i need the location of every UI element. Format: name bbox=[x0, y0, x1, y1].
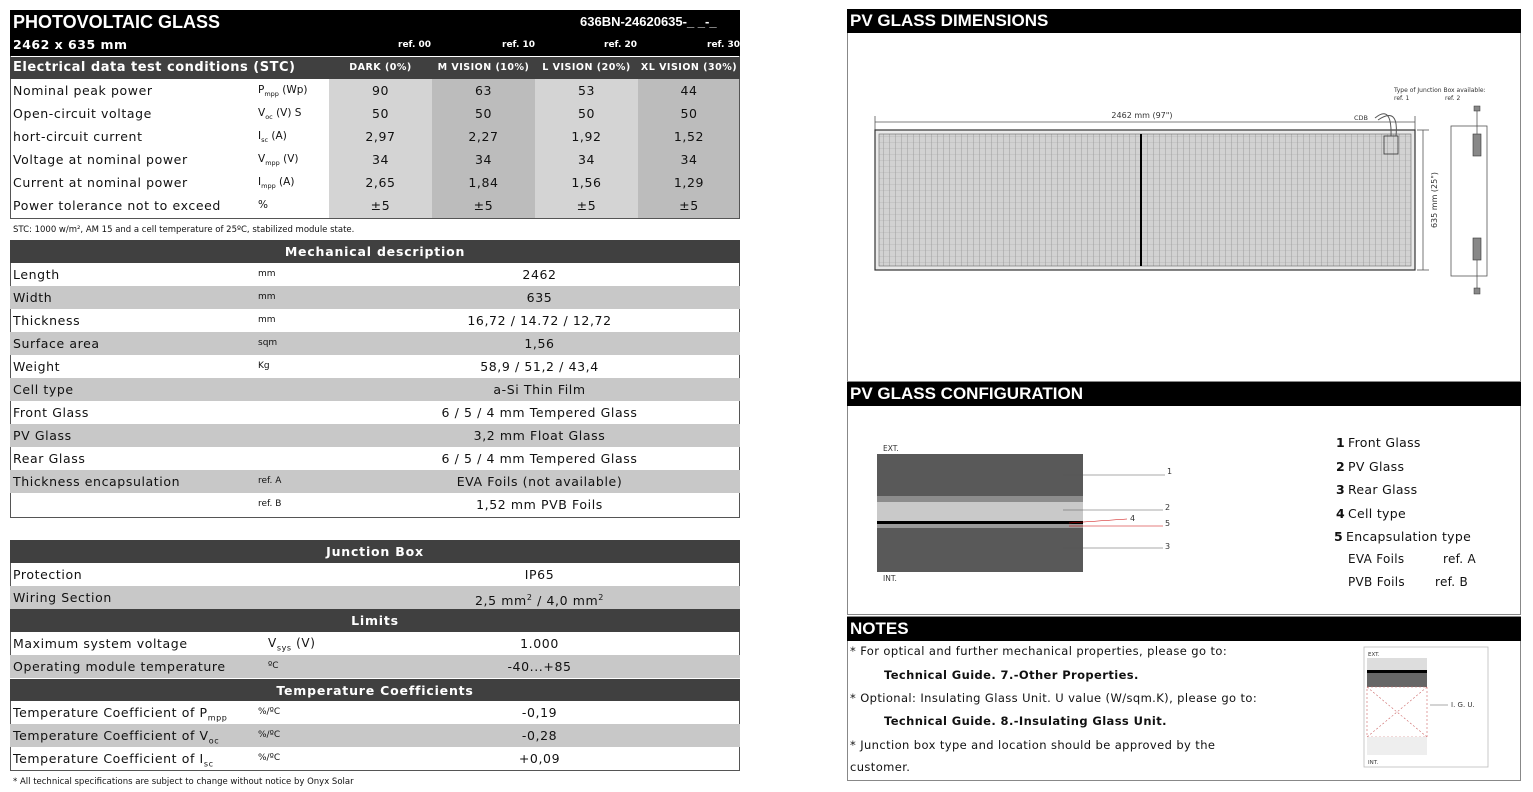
mechanical-row-label: Cell type bbox=[13, 382, 74, 397]
callout-5: 5 bbox=[1165, 519, 1171, 528]
side-jbox-1 bbox=[1473, 134, 1481, 156]
tempcoef-row-unit: %/ºC bbox=[258, 707, 281, 717]
electrical-row-unit bbox=[258, 194, 268, 217]
vsys-value: 1.000 bbox=[520, 636, 559, 651]
mechanical-row-label: Length bbox=[13, 267, 60, 282]
wiring-a-sup: 2 bbox=[526, 593, 533, 602]
legend-4-num: 4 bbox=[1336, 506, 1345, 521]
electrical-cell: 1,92 bbox=[571, 129, 602, 144]
legend-1-text: Front Glass bbox=[1348, 435, 1421, 450]
vsys-unit bbox=[268, 632, 315, 655]
igu-cross-1 bbox=[1367, 687, 1427, 737]
side-jbox-2 bbox=[1473, 238, 1481, 260]
temp-value: -40...+85 bbox=[507, 659, 572, 674]
legend-1 bbox=[1336, 435, 1421, 450]
mechanical-row bbox=[10, 470, 740, 493]
electrical-cell: 63 bbox=[474, 83, 493, 98]
mechanical-row bbox=[10, 401, 740, 424]
tempcoef-row-value: -0,28 bbox=[521, 728, 558, 743]
igu-inner-glass bbox=[1367, 737, 1427, 755]
electrical-row-sub: mpp bbox=[265, 159, 280, 168]
mechanical-row bbox=[10, 424, 740, 447]
dimensions-title: PV GLASS DIMENSIONS bbox=[847, 9, 1521, 33]
tempcoef-row-unit: %/ºC bbox=[258, 753, 281, 763]
mechanical-row-value: 6 / 5 / 4 mm Tempered Glass bbox=[441, 451, 638, 466]
mechanical-row bbox=[10, 332, 740, 355]
mechanical-row-value: EVA Foils (not available) bbox=[456, 474, 623, 489]
protection-row bbox=[10, 563, 740, 586]
electrical-row-sub: mpp bbox=[261, 182, 276, 191]
mechanical-row bbox=[10, 378, 740, 401]
tempcoef-title: Temperature Coefficients bbox=[10, 678, 740, 701]
foil-pvb-name: PVB Foils bbox=[1348, 575, 1405, 589]
electrical-row-label: Voltage at nominal power bbox=[13, 152, 188, 167]
electrical-row-sub: mpp bbox=[264, 90, 279, 99]
callout-2: 2 bbox=[1165, 503, 1171, 512]
stc-note: STC: 1000 w/m², AM 15 and a cell temperature of 25ºC, stabilized module state. bbox=[13, 225, 355, 235]
electrical-row-sym: % bbox=[258, 199, 268, 211]
electrical-row bbox=[10, 102, 740, 125]
igu-cross-2 bbox=[1367, 687, 1427, 737]
vsys-unit-text: (V) bbox=[291, 636, 316, 650]
side-connector-top bbox=[1474, 106, 1480, 111]
mechanical-row bbox=[10, 286, 740, 309]
electrical-row-sym: I bbox=[258, 176, 262, 188]
electrical-row-unit-text: (V) bbox=[279, 153, 299, 165]
vsys-sub: sys bbox=[276, 643, 292, 653]
tempcoef-label-text: Temperature Coefficient of V bbox=[13, 728, 209, 743]
wiring-a: 2,5 mm bbox=[475, 593, 527, 609]
tempcoef-label-text: Temperature Coefficient of P bbox=[13, 705, 208, 720]
tempcoef-row-label bbox=[13, 747, 214, 770]
igu-cavity bbox=[1367, 687, 1427, 737]
notes-title: NOTES bbox=[847, 617, 1521, 641]
side-connector bbox=[1474, 288, 1480, 294]
layer-encap-top bbox=[877, 496, 1083, 502]
mechanical-row-label: Surface area bbox=[13, 336, 100, 351]
ref-00: ref. 00 bbox=[398, 40, 432, 50]
electrical-row bbox=[10, 148, 740, 171]
electrical-row-label: Nominal peak power bbox=[13, 83, 153, 98]
width-dim-label: 2462 mm (97") bbox=[1111, 111, 1173, 120]
electrical-cell: 50 bbox=[474, 106, 493, 121]
electrical-title: Electrical data test conditions (STC) bbox=[13, 60, 296, 75]
vsys-row bbox=[10, 632, 740, 655]
module-cells bbox=[879, 134, 1411, 266]
callout-3: 3 bbox=[1165, 542, 1171, 551]
callout-1: 1 bbox=[1167, 467, 1173, 476]
mechanical-row-label: Front Glass bbox=[13, 405, 90, 420]
mechanical-row-unit: ref. B bbox=[258, 499, 282, 509]
wiring-row bbox=[10, 586, 740, 609]
electrical-row-label: Power tolerance not to exceed bbox=[13, 198, 221, 213]
vsys-label: Maximum system voltage bbox=[13, 636, 188, 651]
dimensions-drawing bbox=[847, 34, 1521, 380]
legend-5-num: 5 bbox=[1334, 529, 1343, 544]
foil-eva-ref: ref. A bbox=[1443, 552, 1477, 566]
tempcoef-label-sub: oc bbox=[208, 736, 220, 746]
temp-unit: ºC bbox=[268, 661, 279, 671]
legend-4 bbox=[1336, 506, 1406, 521]
layer-front-glass bbox=[877, 454, 1083, 496]
temp-label: Operating module temperature bbox=[13, 659, 226, 674]
tempcoef-row bbox=[10, 701, 740, 724]
electrical-row bbox=[10, 79, 740, 102]
electrical-row-sym: P bbox=[258, 84, 265, 96]
electrical-cell: 34 bbox=[680, 152, 698, 167]
mechanical-row-value: 16,72 / 14.72 / 12,72 bbox=[467, 313, 612, 328]
igu-front bbox=[1367, 658, 1427, 670]
electrical-cell: 53 bbox=[577, 83, 596, 98]
col-xl-vision: XL VISION (30%) bbox=[640, 62, 738, 73]
electrical-cell: 34 bbox=[577, 152, 596, 167]
electrical-row-sym: V bbox=[258, 153, 266, 165]
note-line-5: * Junction box type and location should be approved by the bbox=[850, 738, 1216, 752]
layer-pv-glass bbox=[877, 502, 1083, 522]
electrical-cell: 1,56 bbox=[571, 175, 602, 190]
electrical-row-unit bbox=[258, 79, 308, 102]
tempcoef-row bbox=[10, 747, 740, 770]
note-line-3: * Optional: Insulating Glass Unit. U value (W/sqm.K), please go to: bbox=[850, 691, 1258, 705]
tempcoef-row-label bbox=[13, 724, 219, 747]
mechanical-row-value: 3,2 mm Float Glass bbox=[473, 428, 606, 443]
mechanical-row-unit: mm bbox=[258, 292, 276, 302]
electrical-cell: 44 bbox=[680, 83, 698, 98]
junction-title: Junction Box bbox=[10, 540, 740, 563]
mechanical-row-label: Thickness bbox=[13, 313, 81, 328]
jbox-note: Type of Junction Box available: bbox=[1394, 87, 1486, 94]
protection-label: Protection bbox=[13, 567, 83, 582]
electrical-row bbox=[10, 125, 740, 148]
config-int: INT. bbox=[883, 574, 897, 583]
mechanical-row-label: Rear Glass bbox=[13, 451, 86, 466]
electrical-row-unit-text: (V) S bbox=[272, 107, 302, 119]
mechanical-row-value: 6 / 5 / 4 mm Tempered Glass bbox=[441, 405, 638, 420]
electrical-row-unit bbox=[258, 171, 294, 194]
electrical-cell: 90 bbox=[371, 83, 390, 98]
electrical-cell: ±5 bbox=[679, 198, 699, 213]
jbox-ref2: ref. 2 bbox=[1445, 95, 1461, 102]
mechanical-row-label: PV Glass bbox=[13, 428, 72, 443]
tempcoef-label-sub: mpp bbox=[207, 713, 228, 723]
legend-3 bbox=[1336, 482, 1417, 497]
electrical-row-label: Current at nominal power bbox=[13, 175, 188, 190]
mechanical-title: Mechanical description bbox=[10, 240, 740, 263]
jbox-ref1: ref. 1 bbox=[1394, 95, 1410, 102]
tempcoef-row-value: +0,09 bbox=[518, 751, 561, 766]
electrical-cell: 1,84 bbox=[468, 175, 499, 190]
temp-row bbox=[10, 655, 740, 678]
mechanical-row-value: 1,52 mm PVB Foils bbox=[476, 497, 603, 512]
wiring-b-sup: 2 bbox=[598, 593, 604, 602]
tempcoef-row-label bbox=[13, 701, 227, 724]
foil-pvb bbox=[1348, 575, 1405, 589]
electrical-row-unit-text: (A) bbox=[268, 130, 287, 142]
electrical-row-label: Open-circuit voltage bbox=[13, 106, 152, 121]
electrical-row-unit bbox=[258, 102, 301, 125]
foil-eva bbox=[1348, 552, 1404, 566]
electrical-row-unit bbox=[258, 148, 299, 171]
electrical-row-unit-text: (A) bbox=[275, 176, 295, 188]
layer-encap bbox=[877, 524, 1083, 528]
product-title: PHOTOVOLTAIC GLASS bbox=[13, 12, 221, 32]
mechanical-row-label: Weight bbox=[13, 359, 61, 374]
electrical-row-unit bbox=[258, 125, 287, 148]
mechanical-row-value: 1,56 bbox=[524, 336, 555, 351]
configuration-title: PV GLASS CONFIGURATION bbox=[847, 382, 1521, 406]
mechanical-row-value: 2462 bbox=[522, 267, 557, 282]
ref-20: ref. 20 bbox=[604, 40, 638, 50]
tempcoef-label-sub: sc bbox=[203, 759, 214, 769]
col-m-vision: M VISION (10%) bbox=[437, 62, 530, 73]
electrical-row-sub: oc bbox=[265, 113, 273, 122]
foil-eva-name: EVA Foils bbox=[1348, 552, 1405, 566]
igu-int: INT. bbox=[1368, 760, 1379, 766]
electrical-row bbox=[10, 194, 740, 217]
electrical-cell: ±5 bbox=[576, 198, 597, 213]
tempcoef-row bbox=[10, 724, 740, 747]
cable-label: CDB bbox=[1354, 114, 1369, 122]
note-line-4: Technical Guide. 8.-Insulating Glass Unit. bbox=[884, 714, 1167, 728]
electrical-cell: 1,29 bbox=[673, 175, 705, 190]
col-l-vision: L VISION (20%) bbox=[542, 62, 631, 73]
legend-5 bbox=[1334, 529, 1471, 544]
vsys-sym: V bbox=[268, 636, 277, 650]
igu-ext: EXT. bbox=[1368, 652, 1380, 658]
legend-4-text: Cell type bbox=[1348, 506, 1406, 521]
mechanical-row-label: Width bbox=[13, 290, 53, 305]
ref-10: ref. 10 bbox=[502, 40, 536, 50]
tempcoef-row-unit: %/ºC bbox=[258, 730, 281, 740]
legend-3-num: 3 bbox=[1336, 482, 1345, 497]
igu-cell bbox=[1367, 670, 1427, 673]
electrical-row-sym: V bbox=[258, 107, 266, 119]
electrical-row-unit-text: (Wp) bbox=[278, 84, 308, 96]
wiring-value bbox=[339, 586, 740, 609]
electrical-cell: 2,65 bbox=[365, 175, 396, 190]
legend-1-num: 1 bbox=[1336, 435, 1345, 450]
electrical-cell: 34 bbox=[371, 152, 390, 167]
legend-3-text: Rear Glass bbox=[1348, 482, 1418, 497]
product-size: 2462 x 635 mm bbox=[13, 37, 128, 52]
config-ext: EXT. bbox=[883, 444, 899, 453]
tempcoef-row-value: -0,19 bbox=[521, 705, 558, 720]
mechanical-row-value: a-Si Thin Film bbox=[493, 382, 586, 397]
electrical-row-sub: sc bbox=[261, 136, 269, 145]
layer-rear-glass bbox=[877, 528, 1083, 572]
limits-title: Limits bbox=[10, 609, 740, 632]
note-line-1: * For optical and further mechanical properties, please go to: bbox=[850, 644, 1228, 658]
col-dark: DARK (0%) bbox=[349, 62, 412, 73]
callout-4: 4 bbox=[1130, 514, 1136, 523]
mechanical-row bbox=[10, 263, 740, 286]
mechanical-row-unit: mm bbox=[258, 315, 276, 325]
mechanical-row-unit: Kg bbox=[258, 361, 270, 371]
mechanical-row-value: 58,9 / 51,2 / 43,4 bbox=[480, 359, 599, 374]
ref-30: ref. 30 bbox=[707, 40, 741, 50]
mechanical-row-unit: mm bbox=[258, 269, 276, 279]
wiring-b: / 4,0 mm bbox=[532, 593, 599, 609]
legend-2-text: PV Glass bbox=[1348, 459, 1405, 474]
igu-drawing bbox=[1362, 645, 1492, 770]
product-code: 636BN-24620635-_ _-_ bbox=[580, 14, 717, 29]
electrical-cell: ±5 bbox=[473, 198, 494, 213]
electrical-row-label: hort-circuit current bbox=[13, 129, 143, 144]
mechanical-row bbox=[10, 355, 740, 378]
foil-pvb-ref: ref. B bbox=[1435, 575, 1469, 589]
note-line-2: Technical Guide. 7.-Other Properties. bbox=[884, 668, 1139, 682]
configuration-drawing bbox=[847, 407, 1247, 607]
electrical-row-sym: I bbox=[258, 130, 262, 142]
igu-label: I. G. U. bbox=[1451, 701, 1475, 709]
mechanical-row-value: 635 bbox=[526, 290, 553, 305]
electrical-cell: ±5 bbox=[370, 198, 391, 213]
mechanical-row-unit: ref. A bbox=[258, 476, 282, 486]
tempcoef-label-text: Temperature Coefficient of I bbox=[13, 751, 204, 766]
mechanical-row bbox=[10, 309, 740, 332]
electrical-cell: 50 bbox=[577, 106, 596, 121]
electrical-cell: 50 bbox=[371, 106, 390, 121]
legend-2 bbox=[1336, 459, 1404, 474]
wiring-label: Wiring Section bbox=[13, 590, 112, 605]
electrical-row bbox=[10, 171, 740, 194]
mechanical-row-label: Thickness encapsulation bbox=[13, 474, 181, 489]
layer-cell bbox=[877, 521, 1083, 524]
legend-2-num: 2 bbox=[1336, 459, 1345, 474]
height-dim-label: 635 mm (25") bbox=[1430, 171, 1439, 229]
footnote: * All technical specifications are subject to change without notice by Onyx Solar bbox=[13, 777, 354, 787]
mechanical-row bbox=[10, 447, 740, 470]
electrical-cell: 50 bbox=[680, 106, 698, 121]
electrical-cell: 2,27 bbox=[468, 129, 499, 144]
protection-value: IP65 bbox=[524, 567, 555, 582]
note-line-6: customer. bbox=[850, 760, 911, 774]
mechanical-row-unit: sqm bbox=[258, 338, 278, 348]
electrical-cell: 34 bbox=[474, 152, 493, 167]
mechanical-row bbox=[10, 493, 740, 516]
electrical-cell: 2,97 bbox=[365, 129, 396, 144]
electrical-cell: 1,52 bbox=[673, 129, 705, 144]
side-view-frame bbox=[1451, 126, 1487, 276]
legend-5-text: Encapsulation type bbox=[1346, 529, 1472, 544]
igu-rear bbox=[1367, 673, 1427, 687]
